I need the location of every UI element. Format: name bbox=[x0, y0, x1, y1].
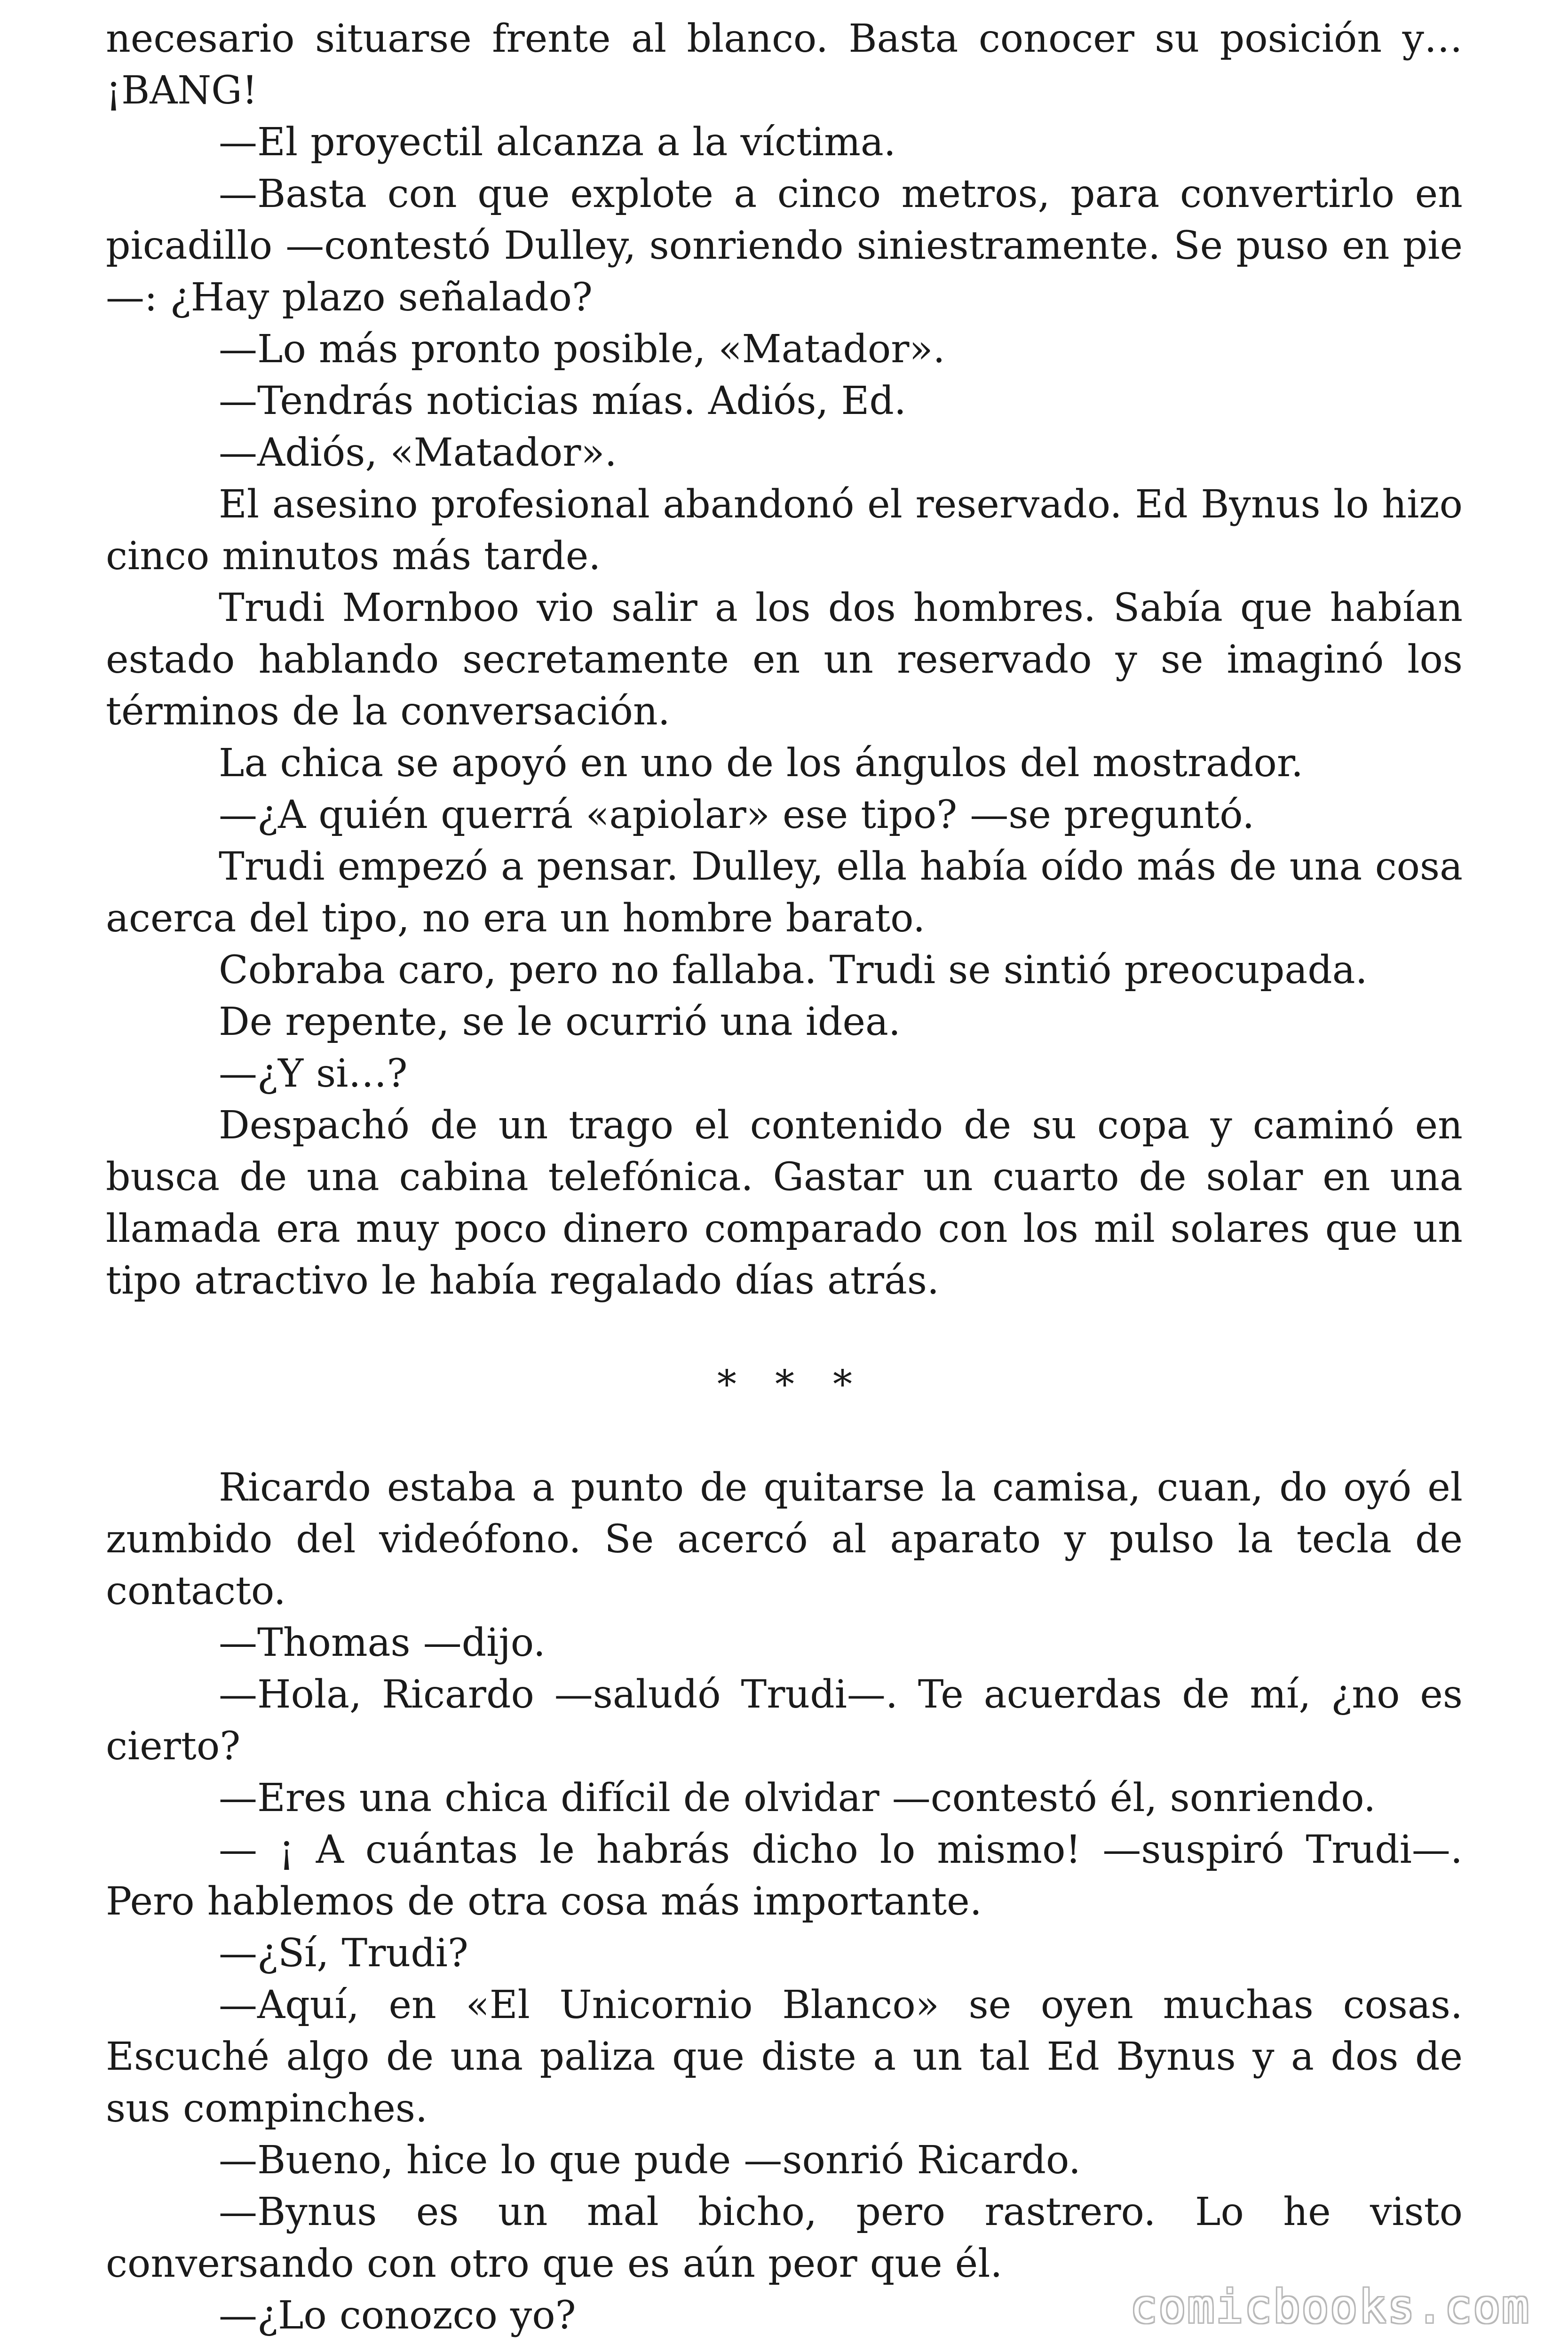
paragraph: —Aquí, en «El Unicornio Blanco» se oyen muchas cosas. Escuché algo de una paliza que diste a un tal Ed Bynus y a dos de sus compinches. bbox=[106, 1983, 1463, 2131]
paragraph: —El proyectil alcanza a la víctima. bbox=[219, 120, 896, 165]
paragraph: —Bueno, hice lo que pude —sonrió Ricardo. bbox=[219, 2138, 1081, 2183]
paragraph: El asesino profesional abandonó el reservado. Ed Bynus lo hizo cinco minutos más tarde. bbox=[106, 482, 1463, 579]
paragraph: —Adiós, «Matador». bbox=[219, 430, 617, 475]
paragraph: —Eres una chica difícil de olvidar —contestó él, sonriendo. bbox=[219, 1776, 1376, 1820]
paragraph: —Thomas —dijo. bbox=[219, 1621, 546, 1665]
document-page bbox=[106, 13, 1463, 2337]
paragraph: —Lo más pronto posible, «Matador». bbox=[219, 327, 945, 372]
paragraph: —Tendrás noticias mías. Adiós, Ed. bbox=[219, 379, 906, 423]
paragraph: —¿Y si…? bbox=[219, 1051, 408, 1096]
watermark: comicbooks.com bbox=[1130, 2280, 1530, 2333]
paragraph: Trudi empezó a pensar. Dulley, ella había oído más de una cosa acerca del tipo, no era un hombre barato. bbox=[106, 844, 1463, 941]
paragraph: Despachó de un trago el contenido de su copa y caminó en busca de una cabina telefónica. Gastar un cuarto de solar en una llamada era muy poco dinero comparado con los mil solares que un tipo atractivo le había regalado días atrás. bbox=[106, 1103, 1463, 1303]
paragraph: — ¡ A cuántas le habrás dicho lo mismo! —suspiró Trudi—. Pero hablemos de otra cosa más importante. bbox=[106, 1828, 1463, 1924]
paragraph: De repente, se le ocurrió una idea. bbox=[219, 1000, 901, 1044]
paragraph: —¿Sí, Trudi? bbox=[219, 1931, 468, 1976]
paragraph: Cobraba caro, pero no fallaba. Trudi se sintió preocupada. bbox=[219, 948, 1368, 993]
paragraph: Trudi Mornboo vio salir a los dos hombres. Sabía que habían estado hablando secretamente en un reservado y se imaginó los términos de la conversación. bbox=[106, 586, 1463, 734]
paragraph: Ricardo estaba a punto de quitarse la camisa, cuan, do oyó el zumbido del videófono. Se acercó al aparato y pulso la tecla de contacto. bbox=[106, 1465, 1463, 1613]
paragraph: —¿A quién querrá «apiolar» ese tipo? —se preguntó. bbox=[219, 793, 1255, 837]
paragraph: —Basta con que explote a cinco metros, para convertirlo en picadillo —contestó Dulley, sonriendo siniestramente. Se puso en pie —: ¿Hay plazo señalado? bbox=[106, 172, 1463, 320]
section-separator: * * * bbox=[717, 1362, 866, 1407]
paragraph: La chica se apoyó en uno de los ángulos del mostrador. bbox=[219, 741, 1304, 786]
paragraph: —¿Lo conozco yo? bbox=[219, 2293, 576, 2338]
paragraph: —Bynus es un mal bicho, pero rastrero. Lo he visto conversando con otro que es aún peor que él. bbox=[106, 2190, 1463, 2286]
paragraph: —Hola, Ricardo —saludó Trudi—. Te acuerdas de mí, ¿no es cierto? bbox=[106, 1672, 1463, 1769]
paragraph: necesario situarse frente al blanco. Basta conocer su posición y… ¡BANG! bbox=[106, 16, 1463, 113]
